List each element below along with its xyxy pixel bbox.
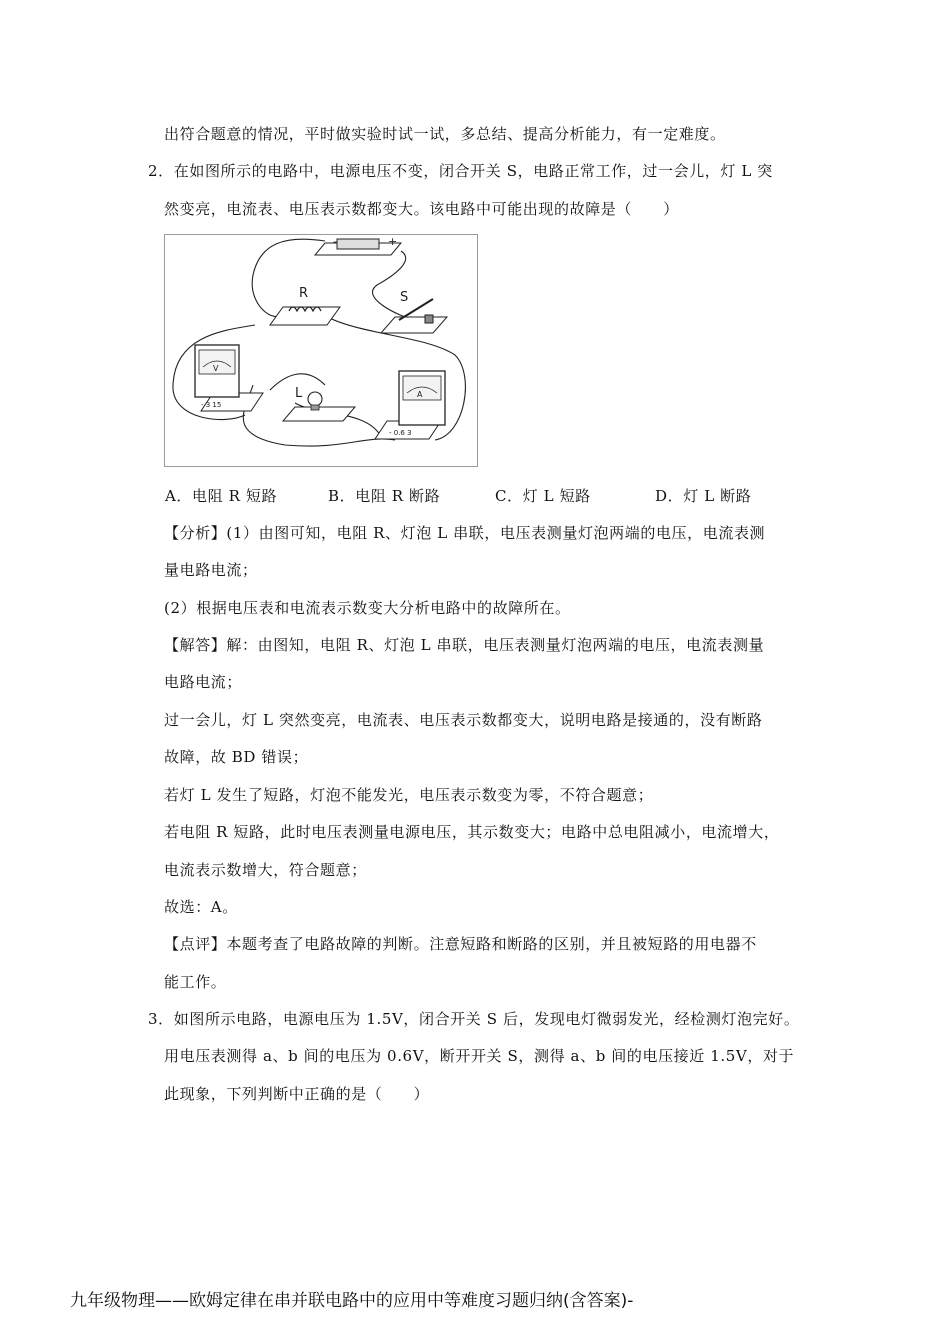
svg-text:+: + xyxy=(388,235,398,248)
solution-heading: 【解答】解：由图知，电阻 R、灯泡 L 串联，电压表测量灯泡两端的电压，电流表测量 xyxy=(164,636,765,654)
question-2-stem: 2．在如图所示的电路中，电源电压不变，闭合开关 S，电路正常工作，过一会儿，灯 L 突 xyxy=(148,162,773,180)
text-line: 电流表示数增大，符合题意； xyxy=(164,861,367,879)
text-line: (2）根据电压表和电流表示数变大分析电路中的故障所在。 xyxy=(164,599,571,617)
text-line: 故障，故 BD 错误； xyxy=(164,748,309,766)
text-line: 用电压表测得 a、b 间的电压为 0.6V，断开开关 S，测得 a、b 间的电压接近 1.5V，对于 xyxy=(164,1047,795,1065)
text-line: 能工作。 xyxy=(164,973,227,991)
resistor-icon xyxy=(270,286,340,325)
question-3-stem: 3．如图所示电路，电源电压为 1.5V，闭合开关 S 后，发现电灯微弱发光，经检测灯泡完好。 xyxy=(148,1010,800,1028)
text-line: 若灯 L 发生了短路，灯泡不能发光，电压表示数变为零，不符合题意； xyxy=(164,786,654,804)
answer-line: 故选：A。 xyxy=(164,898,238,916)
text-line: 此现象，下列判断中正确的是（ ） xyxy=(164,1085,430,1103)
text-line: 然变亮，电流表、电压表示数都变大。该电路中可能出现的故障是（ ） xyxy=(164,200,679,218)
ammeter-icon xyxy=(375,371,445,439)
text-line: 电路电流； xyxy=(164,673,243,691)
option-b: B．电阻 R 断路 xyxy=(328,487,441,505)
lamp-icon xyxy=(283,386,355,421)
svg-text:V: V xyxy=(213,364,219,373)
text-line: 出符合题意的情况，平时做实验时试一试，多总结、提高分析能力，有一定难度。 xyxy=(164,125,726,143)
comment-heading: 【点评】本题考查了电路故障的判断。注意短路和断路的区别，并且被短路的用电器不 xyxy=(164,935,757,953)
text-line: 若电阻 R 短路，此时电压表测量电源电压，其示数变大；电路中总电阻减小，电流增大， xyxy=(164,823,780,841)
circuit-figure xyxy=(164,234,478,467)
analysis-heading: 【分析】(1）由图可知，电阻 R、灯泡 L 串联，电压表测量灯泡两端的电压，电流表测 xyxy=(164,524,766,542)
svg-text:- 0.6 3: - 0.6 3 xyxy=(389,429,412,437)
svg-text:- 3 15: - 3 15 xyxy=(201,401,222,409)
option-d: D．灯 L 断路 xyxy=(655,487,752,505)
option-a: A．电阻 R 短路 xyxy=(165,487,278,505)
svg-text:-: - xyxy=(333,235,337,248)
text-line: 过一会儿，灯 L 突然变亮，电流表、电压表示数都变大，说明电路是接通的，没有断路 xyxy=(164,711,763,729)
voltmeter-icon xyxy=(195,345,263,411)
page-footer: 九年级物理——欧姆定律在串并联电路中的应用中等难度习题归纳(含答案)- xyxy=(70,1291,634,1311)
svg-text:A: A xyxy=(417,390,423,399)
text-line: 量电路电流； xyxy=(164,561,258,579)
switch-icon xyxy=(381,290,447,333)
svg-text:R: R xyxy=(299,286,309,301)
svg-text:L: L xyxy=(295,386,303,401)
svg-text:S: S xyxy=(400,290,409,305)
battery-icon xyxy=(315,235,401,255)
option-c: C．灯 L 短路 xyxy=(495,487,591,505)
